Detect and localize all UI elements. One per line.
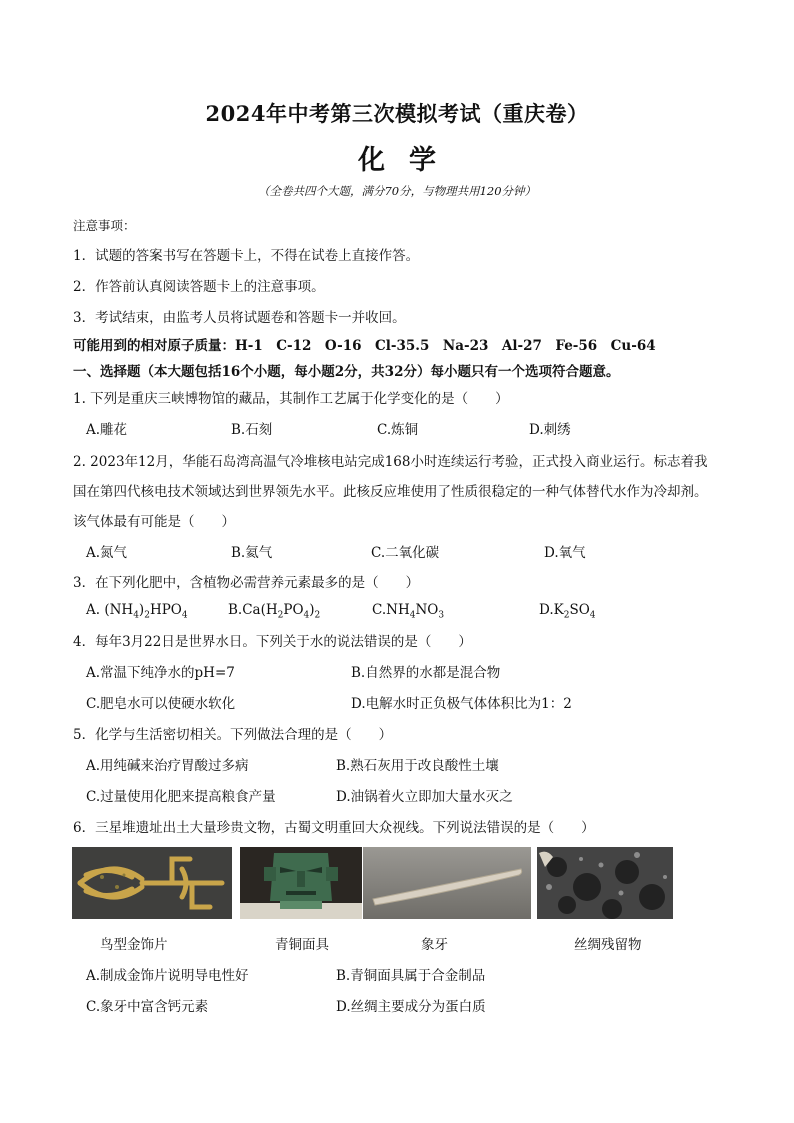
option-b[interactable]: B.自然界的水都是混合物	[351, 665, 501, 681]
ivory-image	[363, 847, 531, 919]
question-3-stem: 3．在下列化肥中，含植物必需营养元素最多的是（ ）	[73, 575, 420, 591]
exam-title: 2024年中考第三次模拟考试（重庆卷）	[205, 101, 589, 126]
subject-title: 化学	[358, 145, 460, 176]
exam-info: （全卷共四个大题，满分70分，与物理共用120分钟）	[257, 184, 537, 198]
option-a[interactable]: A.雕花	[86, 422, 128, 438]
option-b[interactable]: B.熟石灰用于改良酸性土壤	[336, 758, 499, 774]
atomic-masses: 可能用到的相对原子质量：H-1 C-12 O-16 Cl-35.5 Na-23 Al-27 Fe-56 Cu-64	[73, 338, 656, 354]
option-a[interactable]: A. $(NH_4)_2HPO_4$	[86, 602, 188, 621]
option-c[interactable]: C.二氧化碳	[371, 545, 440, 561]
option-c[interactable]: C.肥皂水可以使硬水软化	[86, 696, 236, 712]
option-b[interactable]: B.石刻	[231, 422, 273, 438]
image-caption: 青铜面具	[275, 937, 329, 953]
section-heading: 一、选择题（本大题包括16个小题，每小题2分，共32分）每小题只有一个选项符合题意。	[73, 364, 620, 380]
option-d[interactable]: D.丝绸主要成分为蛋白质	[336, 999, 486, 1015]
note-item: 1．试题的答案书写在答题卡上，不得在试卷上直接作答。	[73, 248, 420, 264]
note-item: 2．作答前认真阅读答题卡上的注意事项。	[73, 279, 325, 295]
gold-ornament-image	[72, 847, 232, 919]
option-a[interactable]: A.用纯碱来治疗胃酸过多病	[86, 758, 249, 774]
option-a[interactable]: A.制成金饰片说明导电性好	[86, 968, 249, 984]
ivory-drawing	[363, 847, 531, 919]
question-4-stem: 4．每年3月22日是世界水日。下列关于水的说法错误的是（ ）	[73, 634, 472, 650]
notes-heading: 注意事项：	[73, 218, 136, 233]
option-b[interactable]: $B.Ca(H_2PO_4)_2$	[228, 602, 321, 621]
question-6-stem: 6．三星堆遗址出土大量珍贵文物，古蜀文明重回大众视线。下列说法错误的是（ ）	[73, 820, 595, 836]
question-2-stem: 国在第四代核电技术领域达到世界领先水平。此核反应堆使用了性质很稳定的一种气体替代水作为冷却剂。	[73, 484, 708, 500]
gold-ornament-drawing	[72, 847, 232, 919]
note-item: 3．考试结束，由监考人员将试题卷和答题卡一并收回。	[73, 310, 406, 326]
question-1-stem: 1. 下列是重庆三峡博物馆的藏品，其制作工艺属于化学变化的是（ ）	[73, 391, 509, 407]
question-2-stem: 该气体最有可能是（ ）	[73, 514, 235, 530]
option-a[interactable]: A.氮气	[86, 545, 128, 561]
option-d[interactable]: $D.K_2SO_4$	[539, 602, 596, 621]
option-c[interactable]: C.过量使用化肥来提高粮食产量	[86, 789, 276, 805]
option-c[interactable]: C.象牙中富含钙元素	[86, 999, 209, 1015]
image-caption: 鸟型金饰片	[100, 937, 168, 953]
option-a[interactable]: A.常温下纯净水的pH=7	[86, 665, 235, 681]
image-caption: 象牙	[421, 937, 448, 953]
silk-residue-image	[537, 847, 673, 919]
option-d[interactable]: D.电解水时正负极气体体积比为1：2	[351, 696, 572, 712]
option-c[interactable]: C.炼铜	[377, 422, 419, 438]
bronze-mask-image	[240, 847, 362, 919]
question-5-stem: 5．化学与生活密切相关。下列做法合理的是（ ）	[73, 727, 393, 743]
option-b[interactable]: B.青铜面具属于合金制品	[336, 968, 486, 984]
bronze-mask-drawing	[240, 847, 362, 919]
option-b[interactable]: B.氦气	[231, 545, 273, 561]
option-d[interactable]: D.油锅着火立即加大量水灭之	[336, 789, 513, 805]
question-2-stem: 2. 2023年12月，华能石岛湾高温气冷堆核电站完成168小时连续运行考验，正式投入商业运行。标志着我	[73, 454, 708, 470]
option-d[interactable]: D.刺绣	[529, 422, 571, 438]
image-caption: 丝绸残留物	[574, 937, 642, 953]
silk-residue-drawing	[537, 847, 673, 919]
option-d[interactable]: D.氧气	[544, 545, 586, 561]
option-c[interactable]: $C.NH_4NO_3$	[372, 602, 445, 621]
